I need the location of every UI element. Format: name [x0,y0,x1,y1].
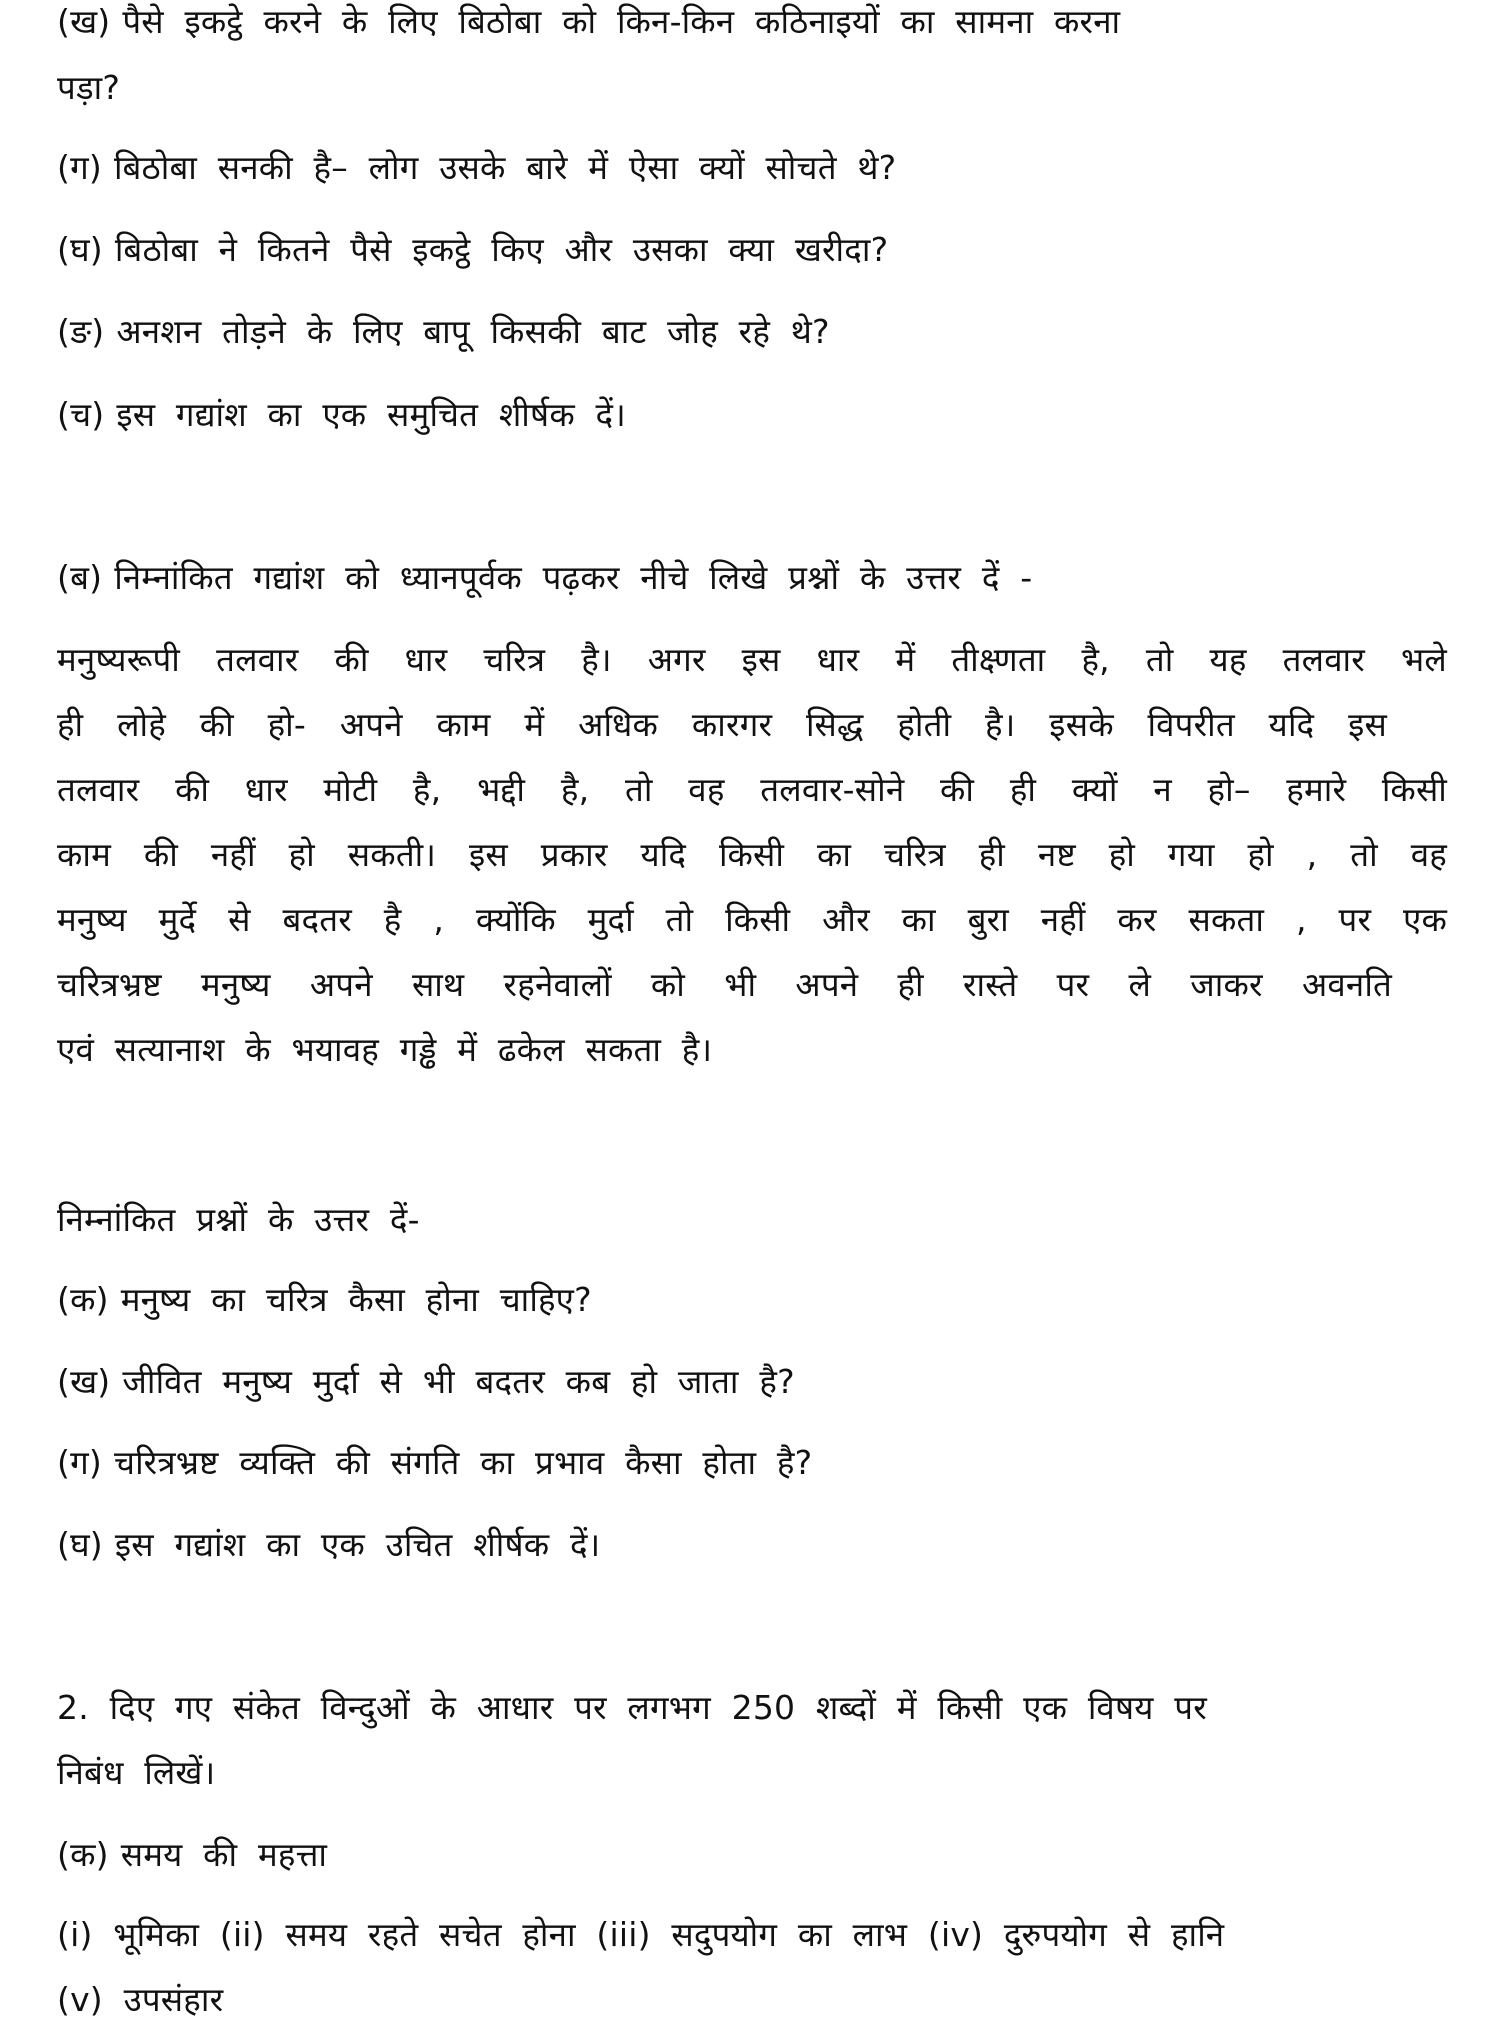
question-text: अनशन तोड़ने के लिए बापू किसकी बाट जोह रहे थे? [116,312,830,351]
question-kha-continued [57,66,120,110]
question-text: जीवित मनुष्य मुर्दा से भी बदतर कब हो जाता है? [122,1362,795,1401]
question-label: (च) [57,395,105,434]
passage-line: एवं सत्यानाश के भयावह गड्ढे में ढकेल सकता है। [57,1030,713,1069]
question-2-instruction [57,1686,1207,1730]
question-ga [57,1441,812,1485]
section-b-heading [57,556,1032,600]
question-text: बिठोबा सनकी है– लोग उसके बारे में ऐसा क्यों सोचते थे? [113,148,897,187]
question-label: (ख) [57,2,111,41]
topic-text: समय की महत्ता [120,1835,328,1874]
section-label: (ब) [57,558,103,597]
question-ga [57,146,896,190]
passage-line: मनुष्यरूपी तलवार की धार चरित्र है। अगर इस धार में तीक्ष्णता है, तो यह तलवार भले [57,640,1447,679]
passage-line: चरित्रभ्रष्ट मनुष्य अपने साथ रहनेवालों को भी अपने ही रास्ते पर ले जाकर अवनति [57,965,1392,1004]
question-kha [57,0,1120,44]
question-text: इस गद्यांश का एक उचित शीर्षक दें। [114,1525,601,1564]
passage-line: काम की नहीं हो सकती। इस प्रकार यदि किसी का चरित्र ही नष्ट हो गया हो , तो वह [57,835,1447,874]
essay-points-continued: (v) उपसंहार [57,1980,224,2019]
question-cha [57,393,626,437]
question-label: (ग) [57,1443,102,1482]
question-text: पड़ा? [57,68,121,107]
question-text: बिठोबा ने कितने पैसे इकट्ठे किए और उसका क्या खरीदा? [114,230,889,269]
instruction-text: दिए गए संकेत विन्दुओं के आधार पर लगभग 250 शब्दों में किसी एक विषय पर [109,1688,1207,1727]
question-label: (घ) [57,1525,103,1564]
question-kha [57,1360,795,1404]
section-heading-text: निम्नांकित गद्यांश को ध्यानपूर्वक पढ़कर नीचे लिखे प्रश्नों के उत्तर दें - [114,558,1033,597]
topic-label: (क) [57,1835,109,1874]
question-label: (ग) [57,148,102,187]
question-gha [57,1523,600,1567]
question-text: चरित्रभ्रष्ट व्यक्ति की संगति का प्रभाव कैसा होता है? [113,1443,813,1482]
question-number: 2. [57,1688,89,1727]
questions-heading: निम्नांकित प्रश्नों के उत्तर दें- [57,1200,420,1239]
question-text: मनुष्य का चरित्र कैसा होना चाहिए? [120,1280,592,1319]
essay-points: (i) भूमिका (ii) समय रहते सचेत होना (iii) सदुपयोग का लाभ (iv) दुरुपयोग से हानि [57,1915,1225,1954]
passage-line: तलवार की धार मोटी है, भद्दी है, तो वह तलवार-सोने की ही क्यों न हो– हमारे किसी [57,770,1447,809]
essay-topic [57,1833,327,1877]
question-nga [57,310,830,354]
question-label: (ङ) [57,312,105,351]
question-ka [57,1278,592,1322]
question-text: इस गद्यांश का एक समुचित शीर्षक दें। [116,395,626,434]
question-label: (ख) [57,1362,111,1401]
question-text: पैसे इकट्ठे करने के लिए बिठोबा को किन-किन कठिनाइयों का सामना करना [122,2,1121,41]
question-gha [57,228,888,272]
question-2-instruction-continued: निबंध लिखें। [57,1753,216,1792]
question-label: (क) [57,1280,109,1319]
question-label: (घ) [57,230,103,269]
passage-line: मनुष्य मुर्दे से बदतर है , क्योंकि मुर्दा तो किसी और का बुरा नहीं कर सकता , पर एक [57,900,1447,939]
passage-line: ही लोहे की हो- अपने काम में अधिक कारगर सिद्ध होती है। इसके विपरीत यदि इस [57,705,1387,744]
